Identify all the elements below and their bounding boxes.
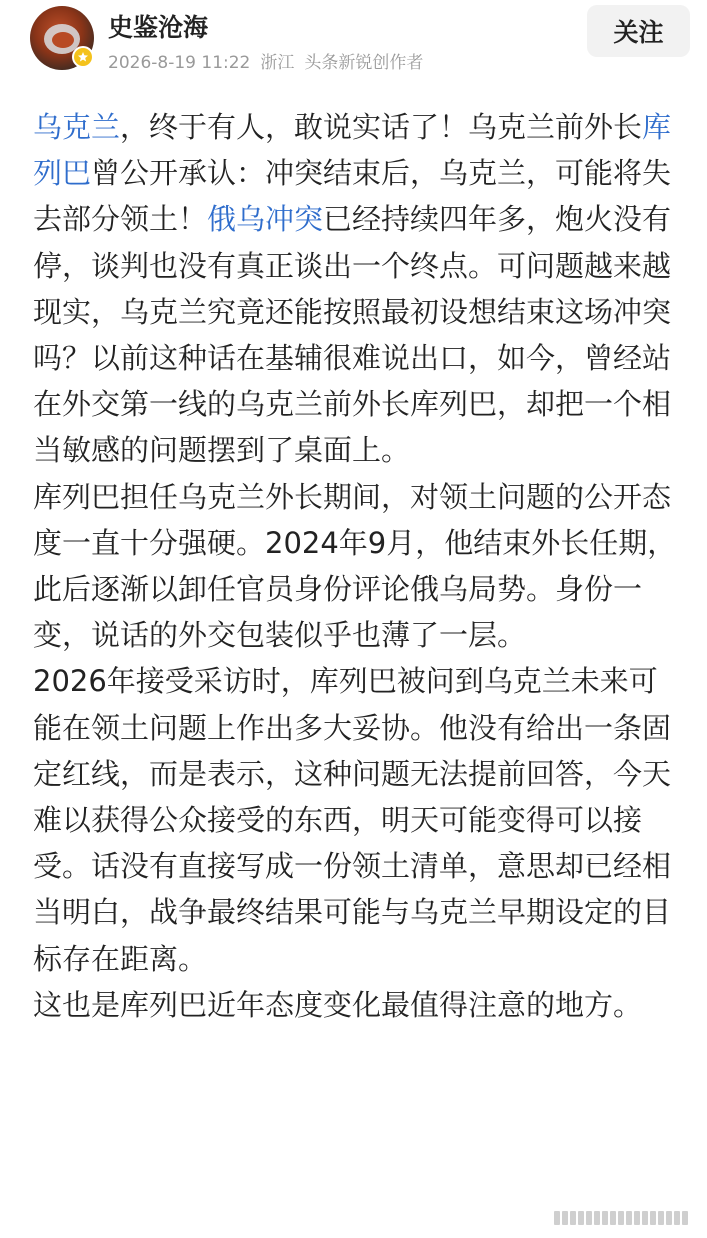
follow-button[interactable]: 关注 xyxy=(587,5,690,57)
author-name[interactable]: 史鉴沧海 xyxy=(108,13,209,42)
author-location: 浙江 xyxy=(260,53,295,73)
scroll-indicator xyxy=(554,1211,692,1225)
author-tag: 头条新锐创作者 xyxy=(304,53,424,73)
paragraph-3: 2026年接受采访时，库列巴被问到乌克兰未来可能在领土问题上作出多大妥协。他没有给出一条固定红线，而是表示，这种问题无法提前回答，今天难以获得公众接受的东西，明天可能变得可以接受。话没有直接写成一份领土清单，意思却已经相当明白，战争最终结果可能与乌克兰早期设定的目标存在距离。 xyxy=(33,664,672,976)
topic-link-kuleba[interactable]: 库列巴 xyxy=(33,110,672,191)
paragraph-2: 库列巴担任乌克兰外长期间，对领土问题的公开态度一直十分强硬。2024年9月，他结束外长任期，此后逐渐以卸任官员身份评论俄乌局势。身份一变，说话的外交包装似乎也薄了一层。 xyxy=(33,479,677,653)
verified-badge-icon xyxy=(72,46,94,68)
topic-link-russia-ukraine-conflict[interactable]: 俄乌冲突 xyxy=(207,202,324,237)
paragraph-1-text-b: 曾公开承认：冲突结束后，乌克兰，可能将失去部分领土！ xyxy=(33,156,672,237)
post-header xyxy=(0,0,707,84)
topic-link-ukraine[interactable]: 乌克兰 xyxy=(33,110,121,144)
paragraph-1 xyxy=(33,104,683,474)
post-meta xyxy=(108,48,433,73)
paragraph-1-text-c: 已经持续四年多，炮火没有停，谈判也没有真正谈出一个终点。可问题越来越现实，乌克兰究竟还能按照最初设想结束这场冲突吗？以前这种话在基辅很难说出口，如今，曾经站在外交第一线的乌克兰前外长库列巴，却把一个相当敏感的问题摆到了桌面上。 xyxy=(33,202,672,468)
article-body xyxy=(33,104,683,1028)
paragraph-4: 这也是库列巴近年态度变化最值得注意的地方。 xyxy=(33,987,643,1022)
paragraph-1-text-a: ，终于有人，敢说实话了！乌克兰前外长 xyxy=(120,110,643,144)
post-date: 2026-8-19 11:22 xyxy=(108,53,251,73)
